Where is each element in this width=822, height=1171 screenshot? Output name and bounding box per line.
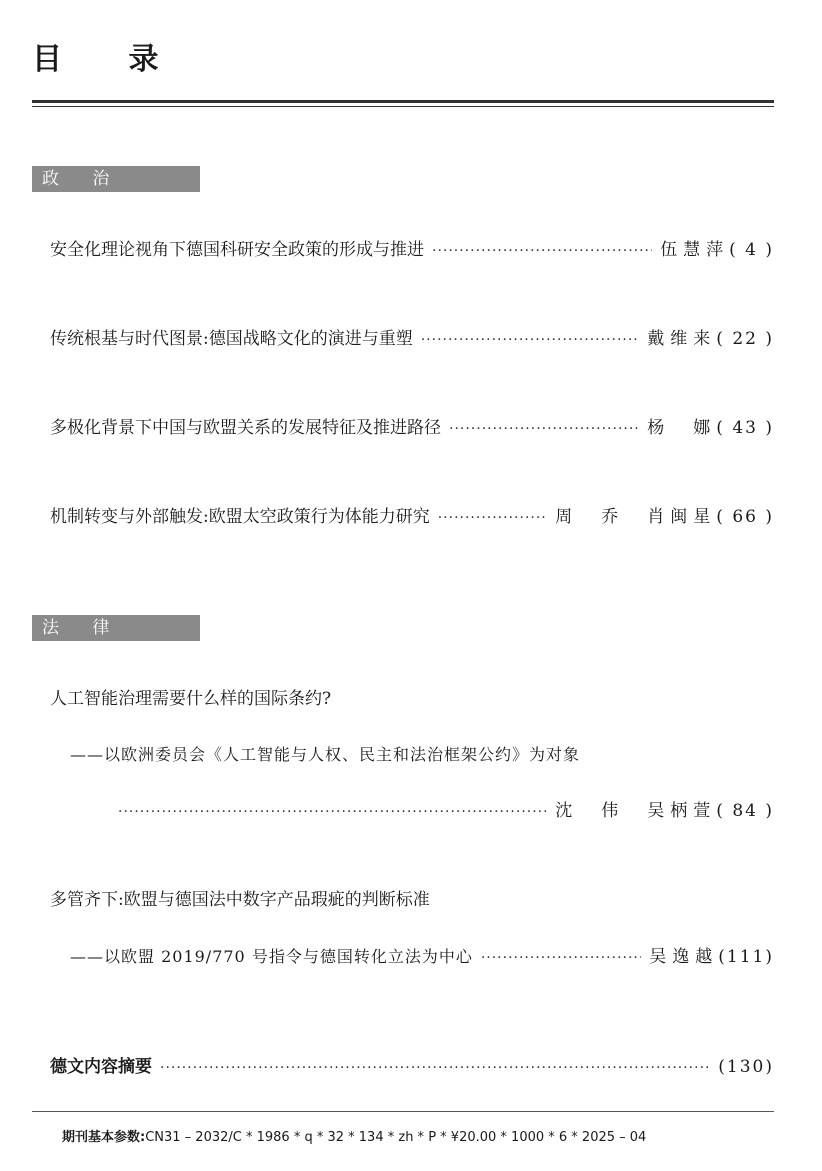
toc-entry-abstract[interactable] bbox=[50, 1055, 774, 1080]
dot-leader bbox=[160, 1056, 710, 1080]
toc-entry[interactable] bbox=[50, 505, 774, 530]
entry-author: 伍慧萍 bbox=[660, 240, 730, 260]
entry-page: ( 22 ) bbox=[716, 329, 774, 349]
toc-entry[interactable] bbox=[118, 799, 774, 824]
abstract-title: 德文内容摘要 bbox=[50, 1057, 152, 1077]
footer-value: CN31 – 2032/C * 1986 * q * 32 * 134 * zh * P * ¥20.00 * 1000 * 6 * 2025 – 04 bbox=[145, 1130, 647, 1145]
entry-author: 戴维来 bbox=[647, 329, 717, 349]
entry-title: 机制转变与外部触发:欧盟太空政策行为体能力研究 bbox=[50, 507, 430, 527]
entry-page: ( 84 ) bbox=[716, 801, 774, 821]
footer-params bbox=[62, 1126, 646, 1145]
entry-title: 多管齐下:欧盟与德国法中数字产品瑕疵的判断标准 bbox=[50, 890, 430, 910]
entry-author: 杨 娜 bbox=[647, 418, 717, 438]
dot-leader bbox=[481, 946, 641, 970]
entry-page: ( 66 ) bbox=[716, 507, 774, 527]
toc-entry[interactable] bbox=[50, 238, 774, 263]
entry-page: ( 4 ) bbox=[729, 240, 774, 260]
toc-entry-title-line[interactable] bbox=[50, 687, 774, 711]
footer-label: 期刊基本参数: bbox=[62, 1130, 146, 1145]
entry-title: 人工智能治理需要什么样的国际条约? bbox=[50, 689, 332, 709]
dot-leader bbox=[432, 239, 652, 263]
entry-title: 多极化背景下中国与欧盟关系的发展特征及推进路径 bbox=[50, 418, 441, 438]
entry-page: (111) bbox=[718, 947, 774, 967]
title-rule-thin bbox=[32, 106, 774, 107]
abstract-page: (130) bbox=[718, 1057, 774, 1077]
entry-subtitle: ——以欧洲委员会《人工智能与人权、民主和法治框架公约》为对象 bbox=[70, 745, 581, 764]
entry-title: 传统根基与时代图景:德国战略文化的演进与重塑 bbox=[50, 329, 413, 349]
entry-author: 吴逸越 bbox=[649, 947, 719, 967]
entry-title: 安全化理论视角下德国科研安全政策的形成与推进 bbox=[50, 240, 424, 260]
toc-entry[interactable] bbox=[70, 945, 774, 970]
entry-page: ( 43 ) bbox=[716, 418, 774, 438]
entry-subtitle: ——以欧盟 2019/770 号指令与德国转化立法为中心 bbox=[70, 947, 473, 966]
toc-entry[interactable] bbox=[50, 327, 774, 352]
toc-entry-title-line[interactable] bbox=[50, 888, 774, 912]
entry-author: 沈 伟 吴柄萱 bbox=[555, 801, 717, 821]
section-header-politics: 政 治 bbox=[32, 166, 200, 192]
toc-entry[interactable] bbox=[50, 416, 774, 441]
page-title: 目 录 bbox=[32, 42, 187, 77]
title-rule-thick bbox=[32, 100, 774, 103]
dot-leader bbox=[421, 328, 640, 352]
footer-rule bbox=[32, 1111, 774, 1112]
section-header-law: 法 律 bbox=[32, 615, 200, 641]
dot-leader bbox=[438, 506, 548, 530]
entry-author: 周 乔 肖闽星 bbox=[555, 507, 717, 527]
dot-leader bbox=[118, 800, 547, 824]
dot-leader bbox=[449, 417, 639, 441]
